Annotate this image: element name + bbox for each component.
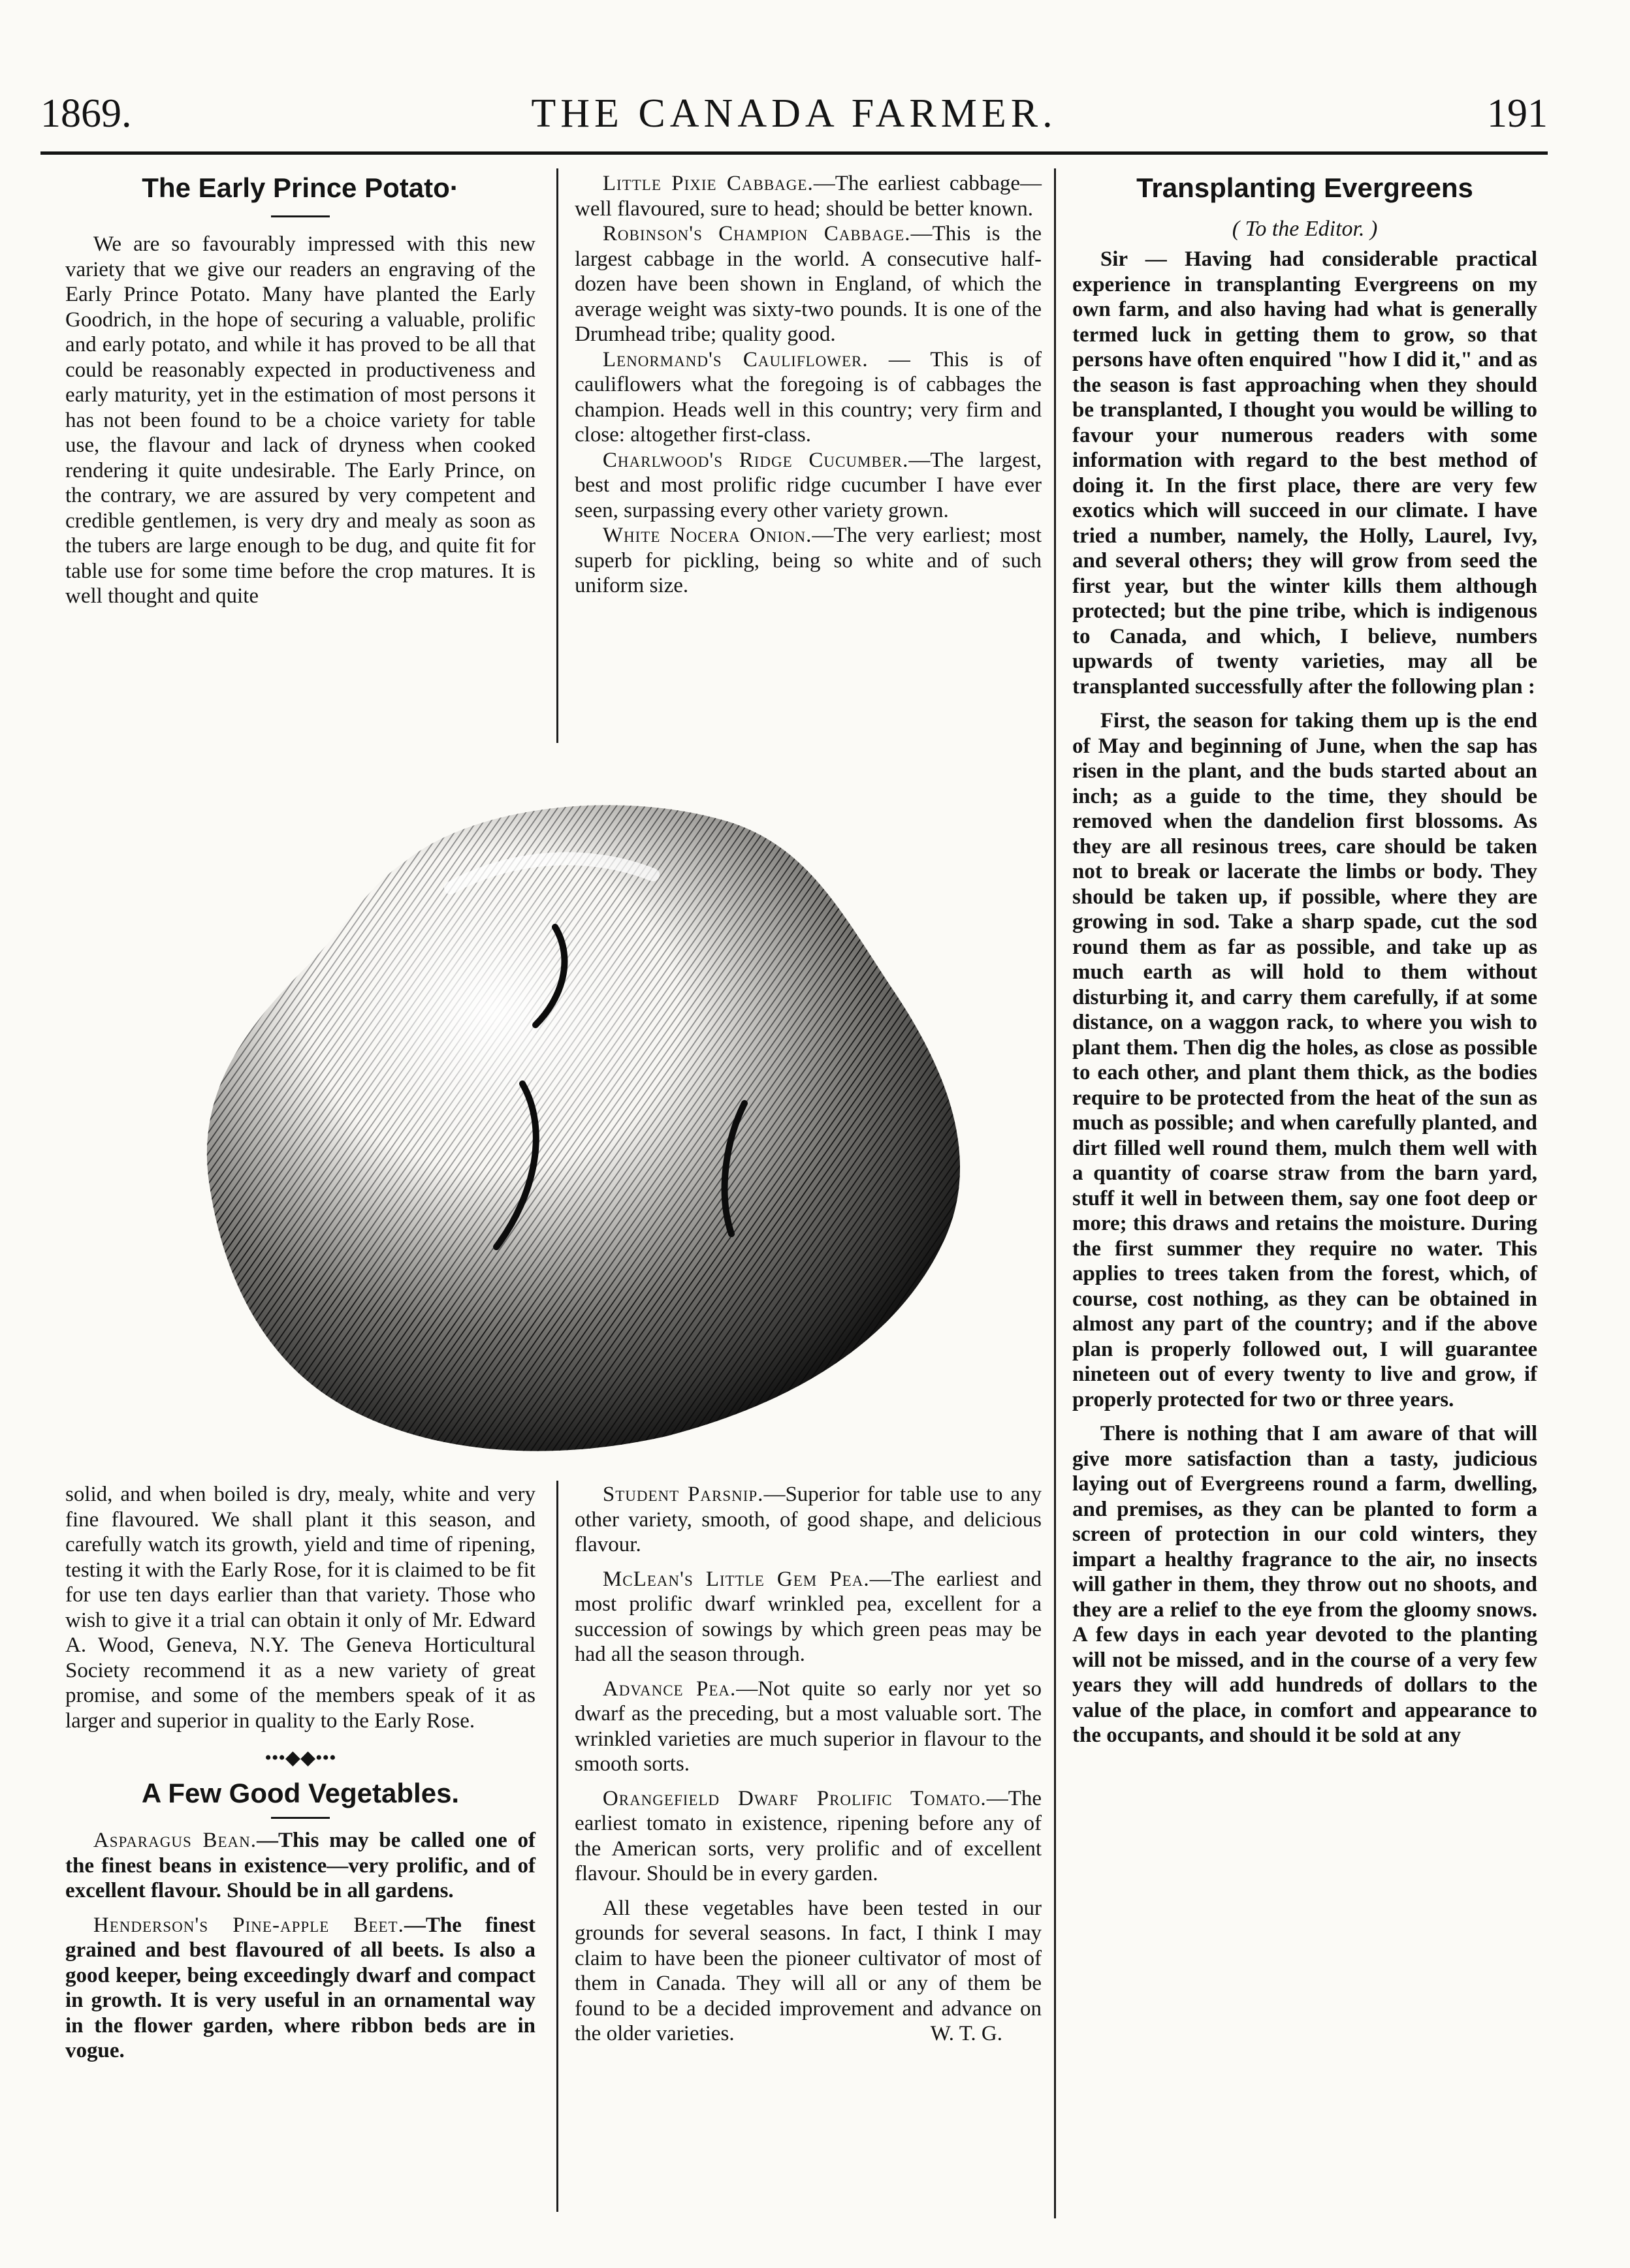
vegetable-item	[575, 171, 1042, 221]
author-signature: W. T. G.	[930, 2022, 1002, 2045]
evergreens-paragraph: Sir — Having had considerable practical experience in transplanting Evergreens on my own farm, and also having had what is generally termed luck in getting them to grow, so that persons have often enquired "how I did it," and as the season is fast approaching when they should be transplanted, I thought you would be willing to favour your numerous readers with some information with regard to the best method of doing it. In the first place, there are very few exotics which will succeed in our climate. I have tried a number, namely, the Holly, Laurel, Ivy, and several others; they will grow from seed the first year, but the winter kills them although protected; but the pine tribe, which is indigenous to Canada, and which, I believe, numbers upwards of twenty varieties, may all be transplanted successfully after the following plan :	[1072, 247, 1537, 699]
vegetable-item	[575, 523, 1042, 599]
potato-article-title: The Early Prince Potato·	[142, 172, 459, 203]
vegetable-description: —This may be called one of the finest beans in existence—very prolific, and of excellent flavour. Should be in all gardens.	[65, 1829, 536, 1902]
vegetable-name: Student Parsnip.	[602, 1483, 764, 1506]
vegetable-name: Advance Pea.	[602, 1677, 737, 1701]
vegetable-item	[65, 1828, 535, 1904]
evergreens-paragraph: There is nothing that I am aware of that will give more satisfaction than a tasty, judicious laying out of Evergreens round a farm, dwelling, and premises, as they can be planted to form a screen of protection in our cold winters, they impart a healthy fragrance to the air, no insects will gather in them, they throw out no shoots, and they are a relief to the eye from the gloomy snows. A few days in each year devoted to the planting will not be missed, and in the course of a very few years they will add hundreds of dollars to the value of the place, in comfort and appearance to the occupants, and should it be sold at any	[1072, 1422, 1537, 1747]
vegetable-description: — This is of cauliflowers what the foregoing is of cabbages the champion. Heads well in this country; very firm and close: altogether first-class.	[575, 347, 1042, 447]
column-rule-left	[556, 168, 558, 743]
vegetable-description: —The earliest and most prolific dwarf wrinkled pea, excellent for a succession of sowings by which green peas may be had all the season through.	[575, 1567, 1042, 1666]
vegetable-name: Robinson's Champion Cabbage.	[602, 222, 911, 245]
vegetables-column-bottom	[575, 1482, 1042, 2047]
potato-article-text-bottom: solid, and when boiled is dry, mealy, white and very fine flavoured. We shall plant it this season, and carefully watch its growth, yield and time of ripening, testing it with the Early Rose, for it is claimed to be fit for use ten days earlier than that variety. Those who wish to give it a trial can obtain it only of Mr. Edward A. Wood, Geneva, N.Y. The Geneva Horticultural Society recommend it as a new variety of great promise, and some of the members speak of it as larger and superior in quality to the Early Rose.	[65, 1483, 535, 1733]
vegetable-description: —The very earliest; most superb for pickling, being so white and of such uniform size.	[575, 524, 1042, 597]
vegetable-name: Charlwood's Ridge Cucumber.	[602, 448, 909, 472]
column-rule-left-lower	[556, 1481, 558, 2212]
column-rule-right	[1054, 168, 1056, 2218]
section-ornament: •••◆◆•••	[264, 1747, 336, 1769]
vegetable-item	[575, 221, 1042, 347]
evergreens-paragraph: First, the season for taking them up is the end of May and beginning of June, when the sap has risen in the plant, and the buds started about an inch; as a guide to the time, they should be removed when the dandelion first blossoms. As they are all resinous trees, care should be taken not to break or lacerate the limbs or body. They should be taken up, if possible, where they are growing in sod. Take a sharp spade, cut the sod round them as far as possible, and take up as much earth as will hold to them without disturbing it, and carry them carefully, if at some distance, on a waggon rack, to where you wish to plant them. Then dig the holes, as close as possible to each other, and plant them thick, as the bodies require to be protected from the heat of the sun as much as possible; and when carefully planted, and dirt filled well round them, mulch them well with a quantity of coarse straw from the barn yard, stuff it well in between them, say one foot deep or more; this draws and retains the moisture. During the first summer they require no water. This applies to trees taken from the forest, which, of course, cost nothing, as they can be obtained in almost any part of the country; and if the above plan is properly followed out, I will guarantee nineteen out of every twenty to live and grow, if properly protected for two or three years.	[1072, 709, 1537, 1411]
vegetable-description: —Not quite so early nor yet so dwarf as the preceding, but a most valuable sort. The wrinkled varieties are much superior in flavour to the smooth sorts.	[575, 1677, 1042, 1776]
vegetable-item	[575, 347, 1042, 448]
potato-article-text-top: We are so favourably impressed with this new variety that we give our readers an engraving of the Early Prince Potato. Many have planted the Early Goodrich, in the hope of securing a valuable, prolific and early potato, and while it has proved to be all that could be reasonably expected in productiveness and early maturity, yet in the estimation of most persons it has not been found to be a choice variety for table use, the flavour and lack of dryness when cooked rendering it quite undesirable. The Early Prince, on the contrary, we are assured by very competent and credible gentlemen, is very dry and mealy as soon as the tubers are large enough to be dug, and quite fit for table use for some time before the crop matures. It is well thought and quite	[65, 232, 535, 608]
vegetables-closing-paragraph	[575, 1896, 1042, 2047]
vegetable-name: Orangefield Dwarf Prolific Tomato.	[602, 1786, 987, 1810]
vegetable-name: Little Pixie Cabbage.	[602, 172, 814, 195]
title-rule	[271, 215, 330, 217]
vegetable-description: —The largest, best and most prolific ridge cucumber I have ever seen, surpassing every other variety grown.	[575, 448, 1042, 522]
potato-article-top	[65, 171, 535, 609]
title-rule	[271, 1817, 330, 1819]
masthead-rule	[40, 151, 1548, 155]
vegetable-description: —The earliest cabbage—well flavoured, sure to head; should be better known.	[575, 172, 1042, 221]
vegetable-item	[575, 448, 1042, 524]
vegetable-description: —The finest grained and best flavoured of all beets. Is also a good keeper, being exceedingly dwarf and compact in growth. It is very useful in an ornamental way in the flower garden, where ribbon beds are in vogue.	[65, 1913, 535, 2062]
vegetable-description: —Superior for table use to any other variety, smooth, of good shape, and delicious flavour.	[575, 1483, 1042, 1556]
vegetable-item	[575, 1677, 1042, 1777]
salutation: ( To the Editor. )	[1232, 217, 1378, 241]
vegetable-item	[575, 1482, 1042, 1558]
newspaper-title: THE CANADA FARMER.	[531, 91, 1057, 136]
vegetable-name: Lenormand's Cauliflower.	[602, 347, 869, 371]
closing-text: All these vegetables have been tested in our grounds for several seasons. In fact, I think I may claim to have been the pioneer cultivator of most of them in Canada. They will all or any of them be found to be a decided improvement and advance on the older varieties.	[575, 1896, 1042, 2045]
vegetable-item	[575, 1567, 1042, 1667]
vegetable-description: —The earliest tomato in existence, ripening before any of the American sorts, very prolific and of excellent flavour. Should be in every garden.	[575, 1786, 1042, 1885]
evergreens-article	[1072, 171, 1537, 1748]
vegetable-name: McLean's Little Gem Pea.	[602, 1567, 870, 1591]
page-number: 191	[1487, 91, 1548, 136]
vegetable-description: —This is the largest cabbage in the world. A consecutive half-dozen have been shown in England, of which the average weight was sixty-two pounds. It is one of the Drumhead tribe; quality good.	[575, 222, 1042, 346]
vegetable-name: Asparagus Bean.	[93, 1829, 257, 1852]
vegetable-item	[575, 1786, 1042, 1887]
vegetables-article-title: A Few Good Vegetables.	[141, 1778, 460, 1808]
vegetable-name: White Nocera Onion.	[602, 524, 812, 547]
potato-engraving	[170, 777, 993, 1469]
left-column-bottom	[65, 1482, 535, 2064]
vegetable-name: Henderson's Pine-apple Beet.	[93, 1913, 404, 1937]
vegetables-column-top	[575, 171, 1042, 599]
evergreens-article-title: Transplanting Evergreens	[1136, 172, 1473, 203]
issue-year: 1869.	[40, 91, 132, 136]
masthead	[40, 87, 1548, 140]
vegetable-item	[65, 1913, 535, 2064]
